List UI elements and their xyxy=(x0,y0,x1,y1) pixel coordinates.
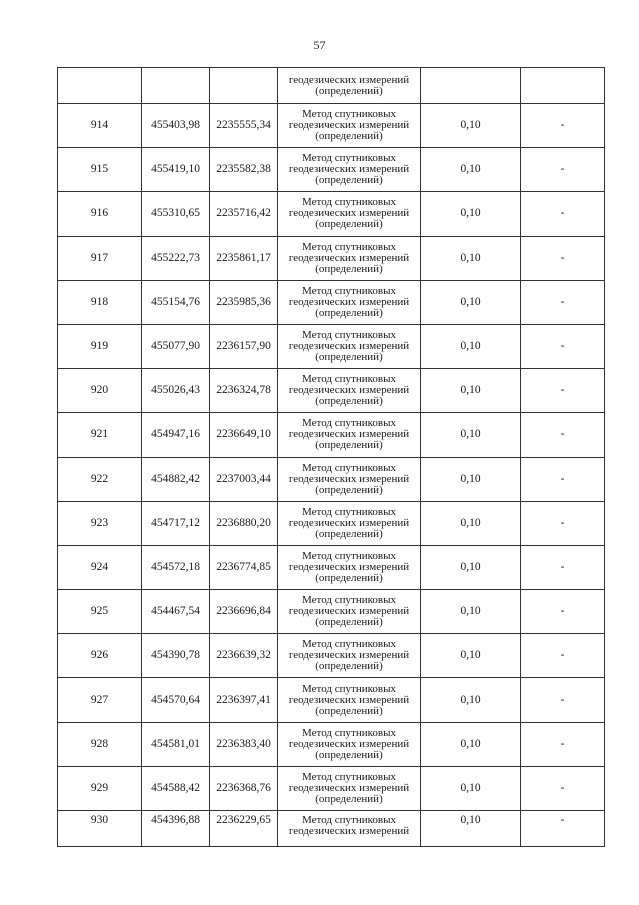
accuracy-cell: 0,10 xyxy=(421,413,521,457)
accuracy-cell: 0,10 xyxy=(421,192,521,236)
table-row xyxy=(58,413,605,457)
method-line: (определений) xyxy=(315,527,383,540)
method-cell xyxy=(278,501,421,545)
method-line: (определений) xyxy=(315,174,383,187)
method-line: геодезических измерений xyxy=(288,737,410,750)
method-line: Метод спутниковых xyxy=(302,373,396,386)
dash-cell: - xyxy=(521,634,605,678)
accuracy-cell: 0,10 xyxy=(421,678,521,722)
accuracy-cell: 0,10 xyxy=(421,236,521,280)
accuracy-cell: 0,10 xyxy=(421,501,521,545)
method-line: (определений) xyxy=(315,351,383,364)
x-coordinate-cell: 454467,54 xyxy=(142,590,210,634)
accuracy-cell: 0,10 xyxy=(421,590,521,634)
method-cell xyxy=(278,236,421,280)
point-number-cell: 923 xyxy=(58,501,142,545)
accuracy-cell: 0,10 xyxy=(421,324,521,368)
method-line: (определений) xyxy=(315,439,383,452)
dash-cell: - xyxy=(521,545,605,589)
point-number-cell: 926 xyxy=(58,634,142,678)
table-row xyxy=(58,104,605,148)
method-line: геодезических измерений xyxy=(288,163,410,176)
method-line: геодезических измерений xyxy=(288,384,410,397)
method-line: Метод спутниковых xyxy=(302,726,396,739)
method-line: (определений) xyxy=(315,792,383,805)
method-line: Метод спутниковых xyxy=(302,638,396,651)
accuracy-cell: 0,10 xyxy=(421,722,521,766)
method-cell xyxy=(278,324,421,368)
method-line: геодезических измерений xyxy=(288,251,410,264)
table-row xyxy=(58,634,605,678)
method-line: геодезических измерений xyxy=(288,295,410,308)
table-row xyxy=(58,501,605,545)
x-coordinate-cell: 454882,42 xyxy=(142,457,210,501)
point-number-cell: 930 xyxy=(58,811,142,847)
method-cell xyxy=(278,545,421,589)
method-line: геодезических измерений xyxy=(288,207,410,220)
method-line: Метод спутниковых xyxy=(302,461,396,474)
table-row xyxy=(58,192,605,236)
method-cell xyxy=(278,192,421,236)
point-number-cell: 928 xyxy=(58,722,142,766)
accuracy-cell: 0,10 xyxy=(421,280,521,324)
x-coordinate-cell: 455026,43 xyxy=(142,369,210,413)
dash-cell: - xyxy=(521,457,605,501)
method-line: Метод спутниковых xyxy=(302,108,396,121)
method-line: геодезических измерений xyxy=(288,472,410,485)
table-row xyxy=(58,590,605,634)
y-coordinate-cell: 2235555,34 xyxy=(210,104,278,148)
method-cell xyxy=(278,811,421,847)
point-number-cell: 925 xyxy=(58,590,142,634)
x-coordinate-cell: 454581,01 xyxy=(142,722,210,766)
method-cell xyxy=(278,104,421,148)
method-line: геодезических измерений xyxy=(288,605,410,618)
accuracy-cell: 0,10 xyxy=(421,634,521,678)
method-cell xyxy=(278,68,421,104)
y-coordinate-cell: 2236157,90 xyxy=(210,324,278,368)
method-line: (определений) xyxy=(315,306,383,319)
dash-cell: - xyxy=(521,590,605,634)
method-line: Метод спутниковых xyxy=(302,549,396,562)
dash-cell: - xyxy=(521,324,605,368)
method-line: (определений) xyxy=(315,262,383,275)
method-line: Метод спутниковых xyxy=(302,594,396,607)
method-cell xyxy=(278,280,421,324)
y-coordinate-cell: 2236383,40 xyxy=(210,722,278,766)
table-row xyxy=(58,280,605,324)
y-coordinate-cell: 2235861,17 xyxy=(210,236,278,280)
method-line: Метод спутниковых xyxy=(302,240,396,253)
y-coordinate-cell: 2236368,76 xyxy=(210,766,278,810)
dash-cell xyxy=(521,68,605,104)
point-number-cell: 927 xyxy=(58,678,142,722)
x-coordinate-cell: 455403,98 xyxy=(142,104,210,148)
dash-cell: - xyxy=(521,722,605,766)
method-line: Метод спутниковых xyxy=(302,505,396,518)
dash-cell: - xyxy=(521,501,605,545)
accuracy-cell: 0,10 xyxy=(421,104,521,148)
point-number-cell: 929 xyxy=(58,766,142,810)
x-coordinate-cell: 454396,88 xyxy=(142,811,210,847)
y-coordinate-cell: 2236649,10 xyxy=(210,413,278,457)
x-coordinate-cell: 455310,65 xyxy=(142,192,210,236)
y-coordinate-cell: 2236696,84 xyxy=(210,590,278,634)
point-number-cell: 918 xyxy=(58,280,142,324)
method-line: (определений) xyxy=(315,395,383,408)
table-row xyxy=(58,545,605,589)
x-coordinate-cell: 454717,12 xyxy=(142,501,210,545)
point-number-cell: 920 xyxy=(58,369,142,413)
table-row xyxy=(58,766,605,810)
y-coordinate-cell: 2236639,32 xyxy=(210,634,278,678)
method-line: (определений) xyxy=(315,84,383,97)
method-line: геодезических измерений xyxy=(288,516,410,529)
x-coordinate-cell xyxy=(142,68,210,104)
method-line: геодезических измерений xyxy=(288,340,410,353)
method-cell xyxy=(278,369,421,413)
table-row-continued xyxy=(58,68,605,104)
method-line: (определений) xyxy=(315,616,383,629)
method-line: Метод спутниковых xyxy=(302,814,396,826)
method-line: геодезических измерений xyxy=(288,73,410,86)
method-line: геодезических измерений xyxy=(288,649,410,662)
method-line: (определений) xyxy=(315,704,383,717)
x-coordinate-cell: 455419,10 xyxy=(142,148,210,192)
point-number-cell: 921 xyxy=(58,413,142,457)
method-line: Метод спутниковых xyxy=(302,417,396,430)
point-number-cell: 914 xyxy=(58,104,142,148)
accuracy-cell xyxy=(421,68,521,104)
method-cell xyxy=(278,634,421,678)
point-number-cell: 917 xyxy=(58,236,142,280)
method-line: (определений) xyxy=(315,483,383,496)
x-coordinate-cell: 454947,16 xyxy=(142,413,210,457)
y-coordinate-cell: 2236229,65 xyxy=(210,811,278,847)
dash-cell: - xyxy=(521,766,605,810)
method-line: геодезических измерений xyxy=(288,428,410,441)
y-coordinate-cell: 2235582,38 xyxy=(210,148,278,192)
x-coordinate-cell: 454390,78 xyxy=(142,634,210,678)
dash-cell: - xyxy=(521,148,605,192)
accuracy-cell: 0,10 xyxy=(421,457,521,501)
accuracy-cell: 0,10 xyxy=(421,766,521,810)
method-line: (определений) xyxy=(315,748,383,761)
x-coordinate-cell: 454572,18 xyxy=(142,545,210,589)
x-coordinate-cell: 455222,73 xyxy=(142,236,210,280)
accuracy-cell: 0,10 xyxy=(421,545,521,589)
dash-cell: - xyxy=(521,104,605,148)
table-row xyxy=(58,678,605,722)
method-line: геодезических измерений xyxy=(288,560,410,573)
point-number-cell: 924 xyxy=(58,545,142,589)
accuracy-cell: 0,10 xyxy=(421,811,521,847)
method-line: (определений) xyxy=(315,571,383,584)
point-number-cell: 919 xyxy=(58,324,142,368)
method-cell xyxy=(278,678,421,722)
method-cell xyxy=(278,457,421,501)
y-coordinate-cell: 2235716,42 xyxy=(210,192,278,236)
dash-cell: - xyxy=(521,236,605,280)
method-line: (определений) xyxy=(315,218,383,231)
point-number-cell: 922 xyxy=(58,457,142,501)
point-number-cell: 915 xyxy=(58,148,142,192)
table-row xyxy=(58,457,605,501)
coordinates-table xyxy=(57,67,605,847)
dash-cell: - xyxy=(521,811,605,847)
accuracy-cell: 0,10 xyxy=(421,369,521,413)
point-number-cell xyxy=(58,68,142,104)
y-coordinate-cell xyxy=(210,68,278,104)
method-line: геодезических измерений xyxy=(288,693,410,706)
method-line: (определений) xyxy=(315,660,383,673)
method-line: Метод спутниковых xyxy=(302,329,396,342)
y-coordinate-cell: 2235985,36 xyxy=(210,280,278,324)
page-number: 57 xyxy=(313,38,326,52)
method-cell xyxy=(278,766,421,810)
y-coordinate-cell: 2236397,41 xyxy=(210,678,278,722)
x-coordinate-cell: 454570,64 xyxy=(142,678,210,722)
method-line: Метод спутниковых xyxy=(302,770,396,783)
method-cell xyxy=(278,413,421,457)
x-coordinate-cell: 455154,76 xyxy=(142,280,210,324)
dash-cell: - xyxy=(521,192,605,236)
table-row xyxy=(58,811,605,847)
dash-cell: - xyxy=(521,413,605,457)
method-line: геодезических измерений xyxy=(288,825,410,837)
dash-cell: - xyxy=(521,678,605,722)
method-line: геодезических измерений xyxy=(288,781,410,794)
method-line: Метод спутниковых xyxy=(302,682,396,695)
method-line: Метод спутниковых xyxy=(302,152,396,165)
y-coordinate-cell: 2237003,44 xyxy=(210,457,278,501)
dash-cell: - xyxy=(521,369,605,413)
method-cell xyxy=(278,722,421,766)
y-coordinate-cell: 2236324,78 xyxy=(210,369,278,413)
accuracy-cell: 0,10 xyxy=(421,148,521,192)
method-line: Метод спутниковых xyxy=(302,284,396,297)
y-coordinate-cell: 2236880,20 xyxy=(210,501,278,545)
y-coordinate-cell: 2236774,85 xyxy=(210,545,278,589)
table-row xyxy=(58,148,605,192)
table-row xyxy=(58,369,605,413)
method-cell xyxy=(278,148,421,192)
table-row xyxy=(58,324,605,368)
dash-cell: - xyxy=(521,280,605,324)
x-coordinate-cell: 454588,42 xyxy=(142,766,210,810)
table-row xyxy=(58,722,605,766)
table-row xyxy=(58,236,605,280)
point-number-cell: 916 xyxy=(58,192,142,236)
method-line: Метод спутниковых xyxy=(302,196,396,209)
method-line: (определений) xyxy=(315,130,383,143)
x-coordinate-cell: 455077,90 xyxy=(142,324,210,368)
method-cell xyxy=(278,590,421,634)
method-line: геодезических измерений xyxy=(288,119,410,132)
